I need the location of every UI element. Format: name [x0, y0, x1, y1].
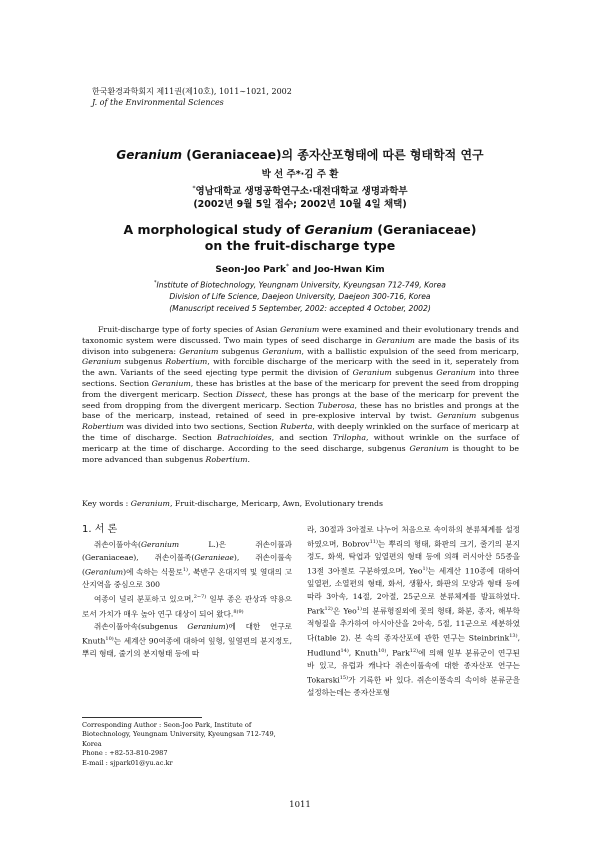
affiliation-mark: * — [192, 185, 196, 192]
intro-paragraph-continued: 라, 30절과 3아절로 나누어 처음으로 속이하의 분류체계를 설정하였으며, Bobrov$^{11)}$는 뿌리의 형태, 화판의 크기, 줄기의 분지정도, 화색, 탁엽과 잎열편의 형태 등에 의해 러시아산 55종을 13절 3아절로 구분하였으며, Yeo$^{1)}$는 세계산 110종에 대하여 잎열편, 소열편의 형태, 화서, 생활사, 화판의 모양과 형태 등에 따라 3아속, 14절, 2아절, 25군으로 분류체계를 발표하였다. Park$^{12)}$은 Yeo$^{1)}$의 분류형질외에 꽃의 형태, 화분, 종자, 해부학적형질을 추가하여 아시아산을 2아속, 5절, 11군으로 세분하였다(table 2). 본 속의 종자산포에 관한 연구는 Steinbrink$^{13)}$, Hudlund$^{14)}$, Knuth$^{10)}$, Park$^{12)}$에 의해 일부 분류군이 연구된 바 있고, 유럽과 캐나다 쥐손이풀속에 대한 종자산포 연구는 Tokarski$^{15)}$가 기록한 바 있다. 쥐손이풀속의 속이하 분류군을 설정하는데는 종자산포형 — [307, 525, 521, 697]
authors-english: Seon-Joo Park* and Joo-Hwan Kim — [215, 263, 385, 275]
title-korean — [0, 146, 600, 163]
journal-line-korean: 한국환경과학회지 제11권(제10호), 1011∼1021, 2002 — [92, 87, 292, 96]
title-english-line2: on the fruit-discharge type — [204, 238, 396, 253]
affiliation-english — [0, 278, 600, 314]
affiliation-english-line1: *Institute of Biotechnology, Yeungnam University, Kyeungsan 712-749, Korea — [154, 280, 446, 290]
title-english — [0, 222, 600, 254]
abstract: Fruit-discharge type of forty species of Asian Geranium were examined and their evolutionary trends and taxonomic system were discussed. Two main types of seed discharge in Geranium are made the basis of its divison into subgenera: Geranium subgenus Geranium, with a ballistic expulsion of the seed from mericarp, Geranium subgenus Robertium, with forcible discharge of the mericarp with the seed in it, seperately from the awn. Variants of the seed ejecting type permit the division of Geranium subgenus Geranium into three sections. Section Geranium, these has bristles at the base of the mericarp for prevent the seed from dropping from the divergent mericarp. Section Dissect, these has prongs at the base of the mericarp for prevent the seed from dropping from the divergent mericarp. Section Tuberosa, these has no bristles and prongs at the base of the mericarp, instead, retained of seed in pre-explosive interval by twist. Geranium subgenus Robertium was divided into two sections, Section Ruberta, with deeply wrinkled on the surface of mericarp at the time of discharge. Section Batrachioides, and section Trilopha, without wrinkle on the surface of mericarp at the time of discharge. According to the seed discharge, subgenus Geranium is thought to be more advanced than subgenus Robertium. — [82, 325, 520, 464]
footnote-email: E-mail : sjpark01@yu.ac.kr — [82, 758, 173, 767]
manuscript-received: (Manuscript received 5 September, 2002: accepted 4 October, 2002) — [169, 303, 431, 313]
authors-korean: 박 선 주*·김 주 환 — [261, 169, 339, 180]
title-korean-rest: (Geraniaceae)의 종자산포형태에 따른 형태학적 연구 — [182, 148, 484, 162]
title-korean-genus: Geranium — [116, 148, 183, 162]
affiliation-english-line2: Division of Life Science, Daejeon University, Daejeon 300-716, Korea — [169, 292, 431, 302]
intro-left-column — [82, 524, 292, 660]
corresponding-author-footnote — [82, 721, 297, 768]
intro-right-column — [307, 524, 520, 699]
affiliation-korean-line: *영남대학교 생명공학연구소·대전대학교 생명과학부 — [192, 185, 408, 198]
journal-header — [92, 86, 292, 108]
section-heading-intro: 1. 서 론 — [82, 524, 118, 535]
received-korean: (2002년 9월 5일 접수; 2002년 10월 4일 채택) — [193, 199, 407, 211]
page-number: 1011 — [289, 800, 311, 810]
footnote-author: Corresponding Author : Seon-Joo Park, Institute of Biotechnology, Yeungnam University, Kyeungsan 712-749, Korea — [82, 721, 276, 748]
intro-paragraph-1: 쥐손이풀아속(Geranium L.)은 쥐손이풀과(Geraniaceae), 쥐손이풀족(Geranieae), 쥐손이풀속 (Geranium)에 속하는 식물로$^{1)}$, 북반구 온대지역 및 열대의 고산지역을 중심으로 300 — [82, 540, 293, 589]
intro-paragraph-2: 여종이 널리 분포하고 있으며,$^{2\sim 7)}$ 일부 종은 관상과 약용으로서 가치가 매우 높아 연구 대상이 되어 왔다.$^{8)9)}$ — [82, 594, 292, 619]
title-english-line1: A morphological study of Geranium (Geraniaceae) — [123, 222, 477, 237]
affiliation-korean — [0, 182, 600, 211]
footnote-divider — [82, 717, 202, 718]
footnote-phone: Phone : +82-53-810-2987 — [82, 749, 168, 758]
intro-paragraph-3: 쥐손이풀아속(subgenus Geranium)에 대한 연구로 Knuth$^{10)}$는 세계산 90여종에 대하여 잎형, 잎열편의 분지정도, 뿌리 형태, 줄기의 분지형태 등에 따 — [82, 621, 292, 658]
journal-line-english: J. of the Environmental Sciences — [92, 98, 224, 107]
keywords: Key words : Geranium, Fruit-discharge, Mericarp, Awn, Evolutionary trends — [82, 499, 383, 508]
